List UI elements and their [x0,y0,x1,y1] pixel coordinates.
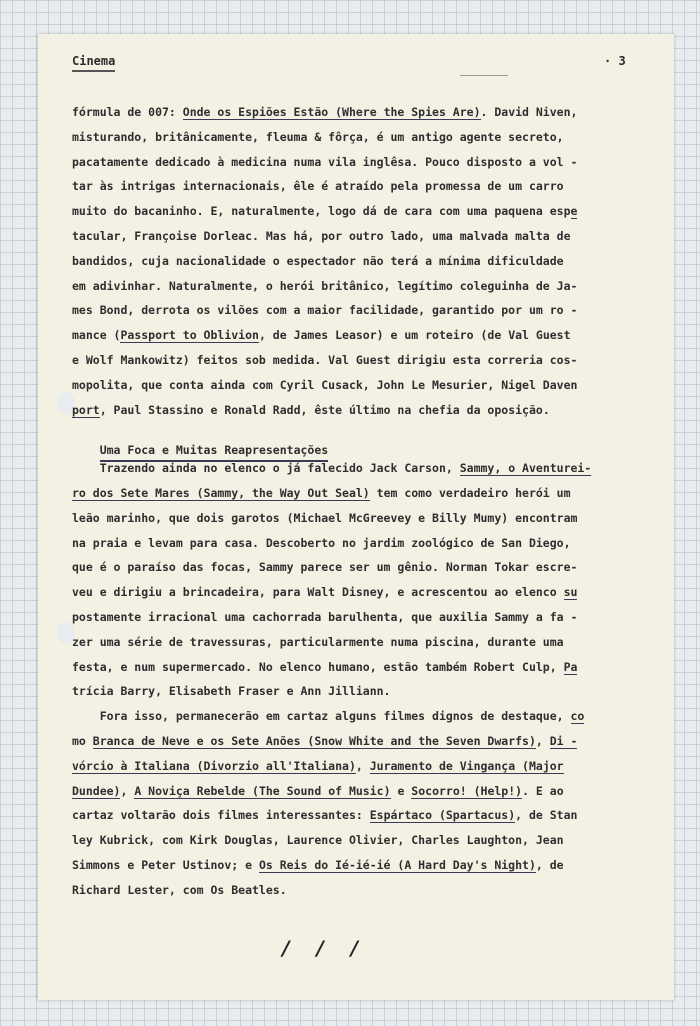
page-number: · 3 [604,54,626,68]
section-heading-line [72,426,632,458]
text-line [72,460,632,485]
text-segment: mance ( [72,328,121,343]
text-line [72,832,632,857]
text-segment: Simmons e Peter Ustinov; e [72,857,259,872]
text-line [72,377,632,402]
text-line [72,154,632,179]
underlined-title: su [563,585,578,600]
underlined-title: co [570,709,585,724]
underlined-title: Sammy, o Aventurei- [459,461,592,476]
text-line [72,882,632,907]
underlined-title: A Noviça Rebelde (The Sound of Music) [134,783,391,798]
underlined-title: Socorro! (Help!) [411,783,523,798]
text-segment: muito do bacaninho. E, naturalmente, logo dá de cara com uma paquena esp [72,204,571,219]
text-line [72,683,632,708]
text-segment: pacatamente dedicado à medicina numa vila inglêsa. Pouco disposto a vol - [72,154,578,169]
text-segment: tar às intrigas internacionais, êle é atraído pela promessa de um carro [72,179,564,194]
text-line [72,178,632,203]
text-line [72,807,632,832]
text-line [72,228,632,253]
text-segment: cartaz voltarão dois filmes interessantes: [72,808,370,823]
text-segment: , Paul Stassino e Ronald Radd, êste último na chefia da oposição. [99,402,550,417]
text-line [72,559,632,584]
text-segment: misturando, britânicamente, fleuma & fôrça, é um antigo agente secreto, [72,129,564,144]
end-marks: / / / [282,936,368,960]
text-segment: e [390,783,412,798]
text-segment: mo [72,733,93,748]
text-segment: na praia e levam para casa. Descoberto no jardim zoológico de San Diego, [72,535,571,550]
underlined-title: Pa [563,659,578,674]
text-segment: e Wolf Mankowitz) feitos sob medida. Val Guest dirigiu esta correria cos- [72,352,578,367]
text-line [72,634,632,659]
text-segment: , de James Leasor) e um roteiro (de Val Guest [258,328,571,343]
text-segment: Trazendo ainda no elenco o já falecido Jack Carson, [72,461,460,476]
text-segment: que é o paraíso das focas, Sammy parece ser um gênio. Norman Tokar escre- [72,560,578,575]
text-line [72,609,632,634]
text-line [72,733,632,758]
underlined-title: Juramento de Vingança (Major [369,758,564,773]
text-segment: ley Kubrick, com Kirk Douglas, Laurence Olivier, Charles Laughton, Jean [72,833,564,848]
page-header-title: Cinema [72,54,115,72]
underlined-title: ro dos Sete Mares (Sammy, the Way Out Seal) [72,485,370,500]
text-segment: veu e dirigiu a brincadeira, para Walt Disney, e acrescentou ao elenco [72,585,564,600]
text-segment: leão marinho, que dois garotos (Michael McGreevey e Billy Mumy) encontram [72,510,578,525]
text-segment: tem como verdadeiro herói um [369,485,571,500]
header-rule [460,75,508,76]
text-segment: bandidos, cuja nacionalidade o espectador não terá a mínima dificuldade [72,253,564,268]
underlined-title: port [72,402,100,417]
text-segment: . David Niven, [480,105,578,119]
underlined-title: Os Reis do Ié-ié-ié (A Hard Day's Night) [258,857,536,872]
text-segment: em adivinhar. Naturalmente, o herói britânico, legítimo coleguinha de Ja- [72,278,578,293]
text-line [72,535,632,560]
text-line [72,402,632,427]
document-body [72,104,632,907]
text-segment: , de Stan [515,808,578,823]
underlined-title: Di - [549,733,578,748]
text-line [72,783,632,808]
underlined-title: Passport to Oblivion [120,328,259,343]
underlined-title: Onde os Espiões Estão (Where the Spies Are) [182,105,481,119]
text-line [72,104,632,129]
text-line [72,510,632,535]
text-segment: zer uma série de travessuras, particularmente numa piscina, durante uma [72,634,564,649]
text-line [72,278,632,303]
text-segment: postamente irracional uma cachorrada barulhenta, que auxilia Sammy a fa - [72,609,578,624]
text-segment: trícia Barry, Elisabeth Fraser e Ann Jilliann. [72,684,391,699]
page-number-value: 3 [618,54,626,68]
text-line [72,857,632,882]
text-line [72,584,632,609]
text-line [72,659,632,684]
text-segment: festa, e num supermercado. No elenco humano, estão também Robert Culp, [72,659,564,674]
text-line [72,203,632,228]
text-segment: mopolita, que conta ainda com Cyril Cusack, John Le Mesurier, Nigel Daven [72,377,578,392]
text-segment: fórmula de 007: [72,105,183,119]
underlined-title: Espártaco (Spartacus) [369,808,516,823]
text-line [72,327,632,352]
text-line [72,708,632,733]
text-segment: mes Bond, derrota os vilões com a maior facilidade, garantido por um ro - [72,303,578,318]
section-heading: Uma Foca e Muitas Reapresentações [100,442,328,462]
text-segment: Fora isso, permanecerão em cartaz alguns filmes dignos de destaque, [72,709,571,724]
paragraph-sammy [72,460,632,906]
text-line [72,129,632,154]
text-segment: Richard Lester, com Os Beatles. [72,882,287,897]
text-line [72,253,632,278]
underlined-title: Branca de Neve e os Sete Anões (Snow White and the Seven Dwarfs) [92,733,536,748]
paragraph-spies [72,104,632,426]
underlined-title: Dundee) [72,783,121,798]
text-segment: , [355,758,370,773]
text-line [72,758,632,783]
text-line [72,485,632,510]
text-segment: . E ao [522,783,564,798]
text-segment: , [120,783,135,798]
text-segment: , [535,733,550,748]
text-segment: , de [535,857,564,872]
underlined-title: vórcio à Italiana (Divorzio all'Italiana) [72,758,356,773]
text-line [72,302,632,327]
text-line [72,352,632,377]
text-segment: tacular, Françoise Dorleac. Mas há, por outro lado, uma malvada malta de [72,228,571,243]
underlined-title: e [570,204,578,219]
